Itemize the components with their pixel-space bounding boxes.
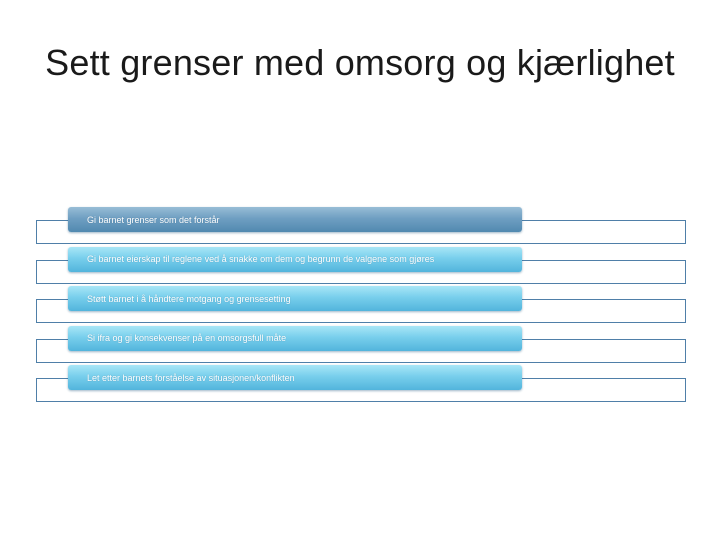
list-item-label: Si ifra og gi konsekvenser på en omsorgsfull måte bbox=[87, 333, 287, 343]
list-item-bar bbox=[68, 326, 522, 351]
list-item bbox=[36, 365, 686, 405]
slide-title: Sett grenser med omsorg og kjærlighet bbox=[45, 42, 675, 83]
list-item-bar bbox=[68, 207, 522, 232]
list-item-bar bbox=[68, 247, 522, 272]
list-item bbox=[36, 247, 686, 287]
list-item-label: Gi barnet eierskap til reglene ved å snakke om dem og begrunn de valgene som gjøres bbox=[87, 254, 435, 264]
list-item-bar bbox=[68, 365, 522, 390]
list-item bbox=[36, 326, 686, 366]
list-item-bar bbox=[68, 286, 522, 311]
list-item-label: Støtt barnet i å håndtere motgang og grensesetting bbox=[87, 293, 291, 304]
list-item-label: Gi barnet grenser som det forstår bbox=[87, 214, 220, 225]
bullet-list bbox=[36, 207, 686, 405]
list-item bbox=[36, 286, 686, 326]
list-item-label: Let etter barnets forståelse av situasjonen/konflikten bbox=[87, 372, 295, 383]
list-item bbox=[36, 207, 686, 247]
